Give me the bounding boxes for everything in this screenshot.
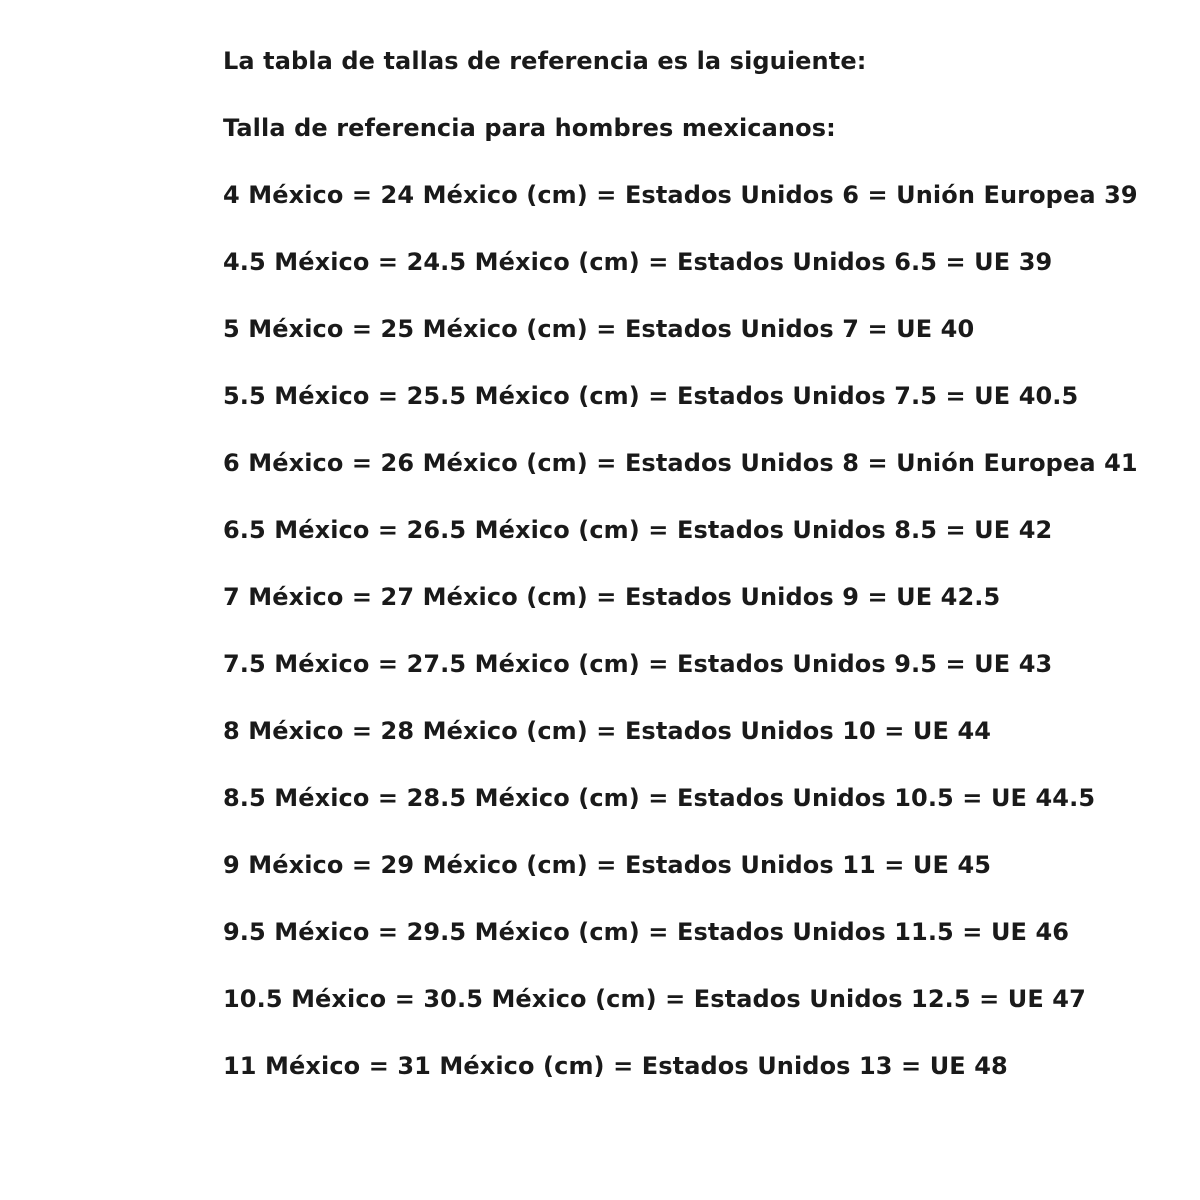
- size-row: 8.5 México = 28.5 México (cm) = Estados Unidos 10.5 = UE 44.5: [223, 784, 1096, 812]
- size-row: 8 México = 28 México (cm) = Estados Unidos 10 = UE 44: [223, 717, 992, 745]
- size-row: 10.5 México = 30.5 México (cm) = Estados Unidos 12.5 = UE 47: [223, 985, 1086, 1013]
- size-row: 7 México = 27 México (cm) = Estados Unidos 9 = UE 42.5: [223, 583, 1001, 611]
- size-row: 6.5 México = 26.5 México (cm) = Estados Unidos 8.5 = UE 42: [223, 516, 1053, 544]
- size-row: 6 México = 26 México (cm) = Estados Unidos 8 = Unión Europea 41: [223, 449, 1138, 477]
- size-chart-text: [223, 40, 1138, 1112]
- size-row: 11 México = 31 México (cm) = Estados Unidos 13 = UE 48: [223, 1052, 1008, 1080]
- page-heading: La tabla de tallas de referencia es la siguiente:: [223, 47, 867, 75]
- size-row: 4.5 México = 24.5 México (cm) = Estados Unidos 6.5 = UE 39: [223, 248, 1053, 276]
- size-row: 5 México = 25 México (cm) = Estados Unidos 7 = UE 40: [223, 315, 975, 343]
- size-row: 5.5 México = 25.5 México (cm) = Estados Unidos 7.5 = UE 40.5: [223, 382, 1079, 410]
- size-table-subheading: Talla de referencia para hombres mexicanos:: [223, 114, 836, 142]
- size-row: 9.5 México = 29.5 México (cm) = Estados Unidos 11.5 = UE 46: [223, 918, 1070, 946]
- size-row: 7.5 México = 27.5 México (cm) = Estados Unidos 9.5 = UE 43: [223, 650, 1053, 678]
- size-row: 4 México = 24 México (cm) = Estados Unidos 6 = Unión Europea 39: [223, 181, 1138, 209]
- size-row: 9 México = 29 México (cm) = Estados Unidos 11 = UE 45: [223, 851, 992, 879]
